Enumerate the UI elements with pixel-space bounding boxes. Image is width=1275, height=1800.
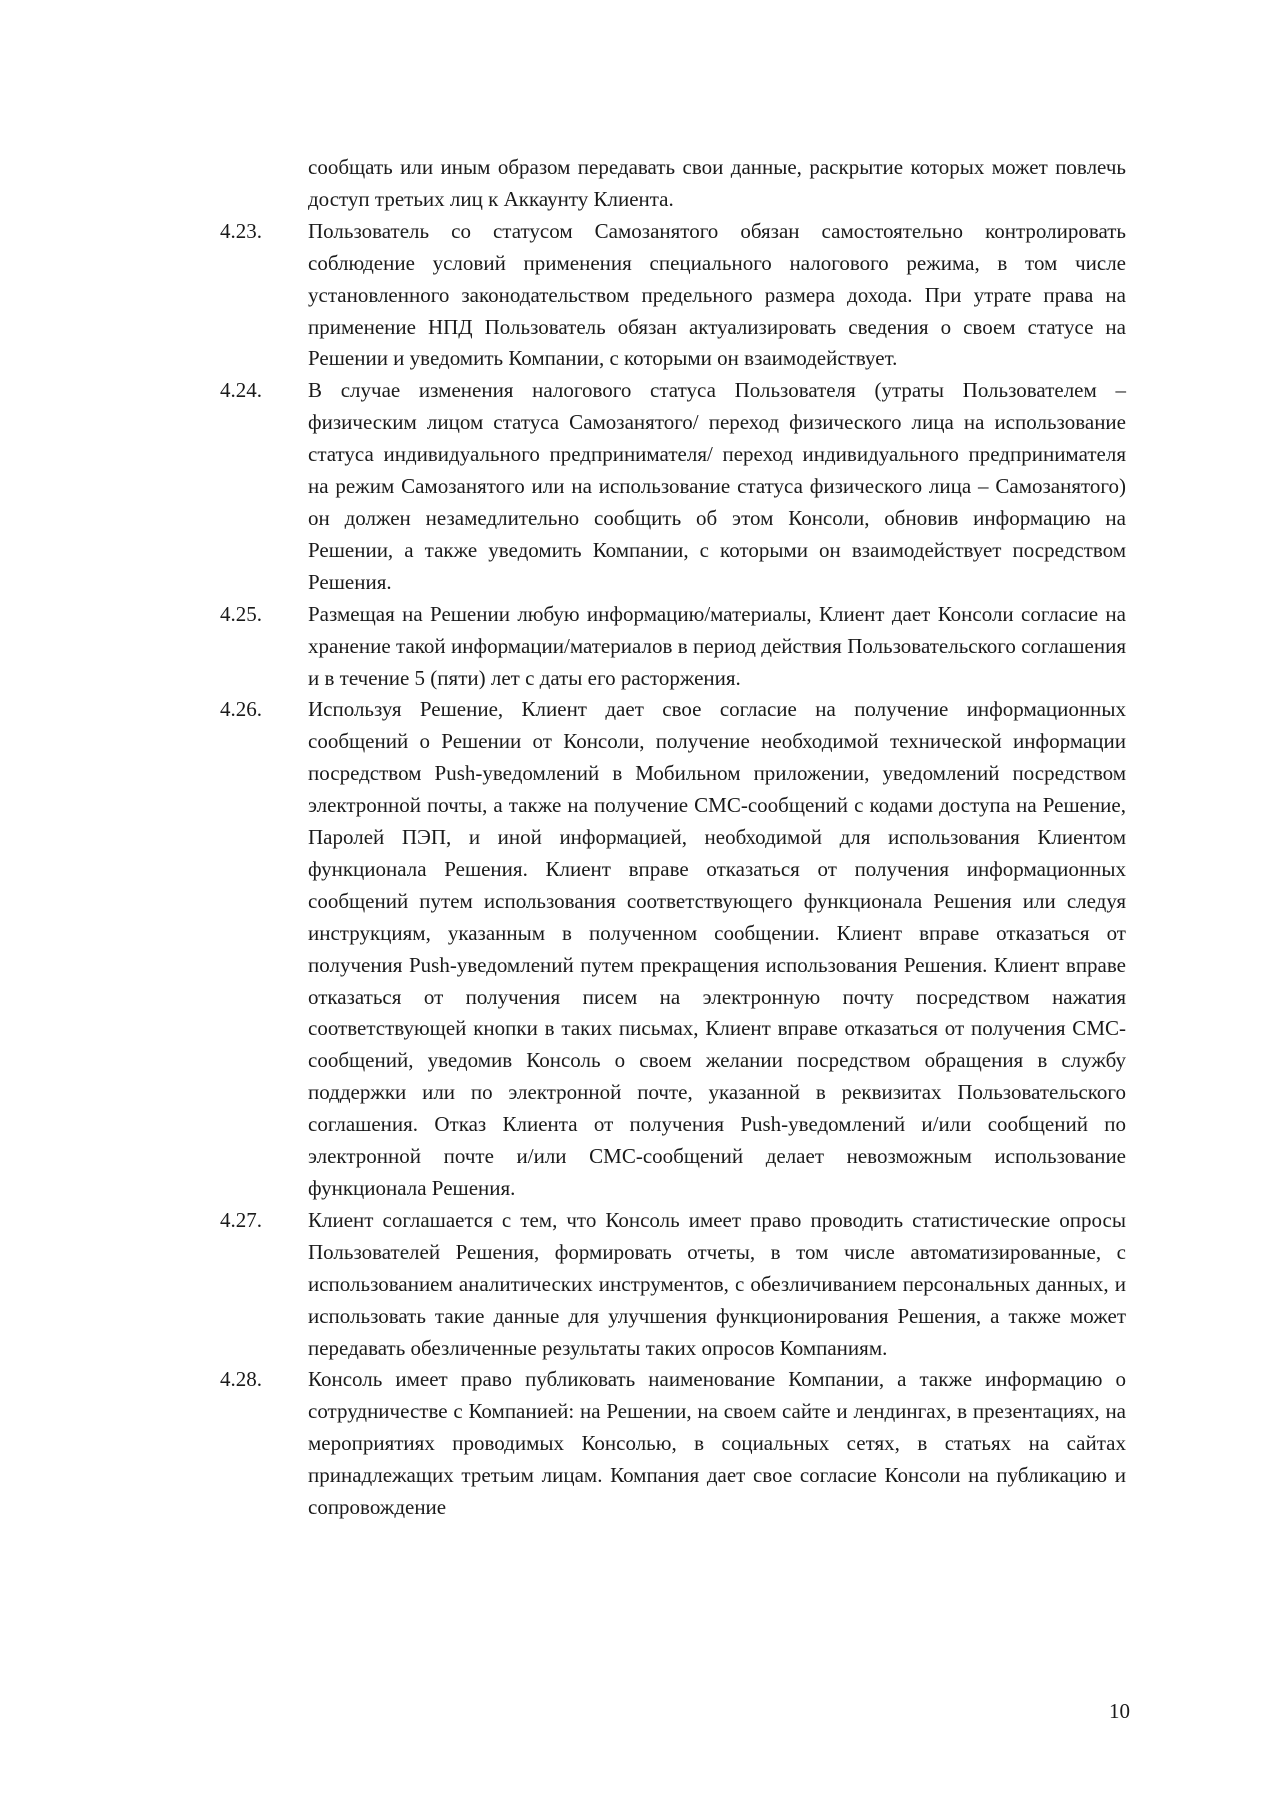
clause-4-24 <box>220 375 1126 598</box>
clause-number: 4.24. <box>220 378 262 403</box>
clause-number: 4.23. <box>220 218 262 243</box>
continuation-text: сообщать или иным образом передавать свои данные, раскрытие которых может повлечь доступ третьих лиц к Аккаунту Клиента. <box>308 155 1126 211</box>
clause-4-27 <box>220 1205 1126 1365</box>
clause-text: Размещая на Решении любую информацию/материалы, Клиент дает Консоли согласие на хранение такой информации/материалов в период действия Пользовательского соглашения и в течение 5 (пяти) лет с даты его расторжения. <box>308 601 1126 690</box>
clause-4-25 <box>220 599 1126 695</box>
page-number: 10 <box>1109 1699 1130 1723</box>
clause-text: Консоль имеет право публиковать наименование Компании, а также информацию о сотрудничестве с Компанией: на Решении, на своем сайте и лендингах, в презентациях, на мероприятиях проводимых Консолью, в социальных сетях, в статьях на сайтах принадлежащих третьим лицам. Компания дает свое согласие Консоли на публикацию и сопровождение <box>308 1367 1126 1520</box>
clause-text: Используя Решение, Клиент дает свое согласие на получение информационных сообщений о Решении от Консоли, получение необходимой технической информации посредством Push-уведомлений в Мобильном приложении, уведомлений посредством электронной почты, а также на получение СМС-сообщений с кодами доступа на Решение, Паролей ПЭП, и иной информацией, необходимой для использования Клиентом функционала Решения. Клиент вправе отказаться от получения информационных сообщений путем использования соответствующего функционала Решения или следуя инструкциям, указанным в полученном сообщении. Клиент вправе отказаться от получения Push-уведомлений путем прекращения использования Решения. Клиент вправе отказаться от получения писем на электронную почту посредством нажатия соответствующей кнопки в таких письмах, Клиент вправе отказаться от получения СМС-сообщений, уведомив Консоль о своем желании посредством обращения в службу поддержки или по электронной почте, указанной в реквизитах Пользовательского соглашения. Отказ Клиента от получения Push-уведомлений и/или сообщений по электронной почте и/или СМС-сообщений делает невозможным использование функционала Решения. <box>308 697 1126 1200</box>
clause-4-26 <box>220 694 1126 1205</box>
clause-text: Клиент соглашается с тем, что Консоль имеет право проводить статистические опросы Пользователей Решения, формировать отчеты, в том числе автоматизированные, с использованием аналитических инструментов, с обезличиванием персональных данных, и использовать такие данные для улучшения функционирования Решения, а также может передавать обезличенные результаты таких опросов Компаниям. <box>308 1207 1126 1360</box>
clause-number: 4.27. <box>220 1207 262 1232</box>
clause-text: В случае изменения налогового статуса Пользователя (утраты Пользователем – физическим лицом статуса Самозанятого/ переход физического лица на использование статуса индивидуального предпринимателя/ переход индивидуального предпринимателя на режим Самозанятого или на использование статуса физического лица – Самозанятого) он должен незамедлительно сообщить об этом Консоли, обновив информацию на Решении, а также уведомить Компании, с которыми он взаимодействует посредством Решения. <box>308 378 1126 594</box>
continuation-paragraph <box>220 152 1126 216</box>
clause-4-23 <box>220 216 1126 376</box>
clause-number: 4.25. <box>220 601 262 626</box>
clause-4-28 <box>220 1364 1126 1524</box>
clause-number: 4.26. <box>220 697 262 722</box>
clause-number: 4.28. <box>220 1367 262 1392</box>
document-body <box>220 152 1126 1524</box>
clause-text: Пользователь со статусом Самозанятого обязан самостоятельно контролировать соблюдение условий применения специального налогового режима, в том числе установленного законодательством предельного размера дохода. При утрате права на применение НПД Пользователь обязан актуализировать сведения о своем статусе на Решении и уведомить Компании, с которыми он взаимодействует. <box>308 218 1126 371</box>
